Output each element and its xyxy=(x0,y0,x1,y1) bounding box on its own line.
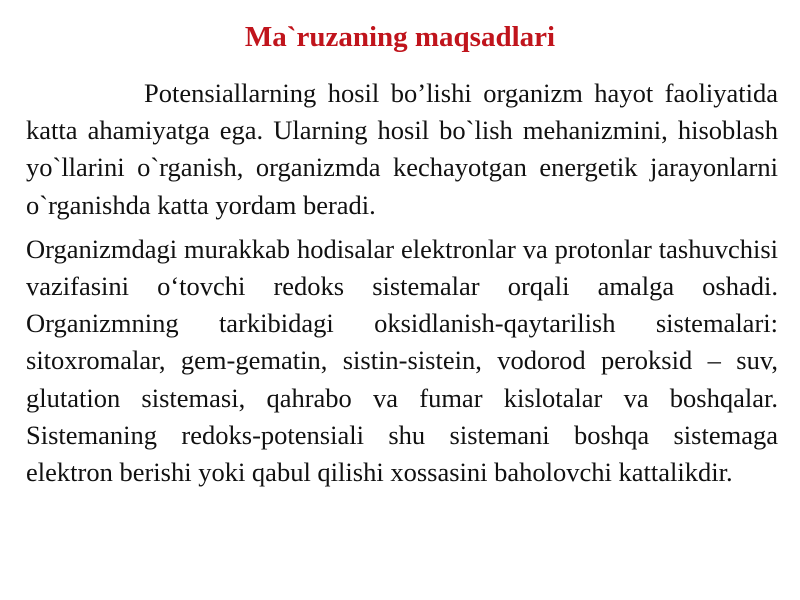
slide-title: Ma`ruzaning maqsadlari xyxy=(244,21,556,53)
paragraph-intro: Potensiallarning hosil bo’lishi organizm hayot faoliyatida katta ahamiyatga ega. Ularning hosil bo`lish mehanizmini, hisoblash yo`llarini o`rganish, organizmda kechayotgan energetik jarayonlarni o`rganishda katta yordam beradi. xyxy=(26,78,778,220)
slide-body xyxy=(26,75,778,491)
paragraph-redox-systems: Organizmdagi murakkab hodisalar elektronlar va protonlar tashuvchisi vazifasini o‘tovchi redoks sistemalar orqali amalga oshadi. Organizmning tarkibidagi oksidlanish-qaytarilish sistemalari: sitoxromalar, gem-gematin, sistin-sistein, vodorod peroksid – suv, glutation sistemasi, qahrabo va fumar kislotalar va boshqalar. Sistemaning redoks-potensiali shu sistemani boshqa sistemaga elektron berishi yoki qabul qilishi xossasini baholovchi kattalikdir. xyxy=(26,233,778,488)
